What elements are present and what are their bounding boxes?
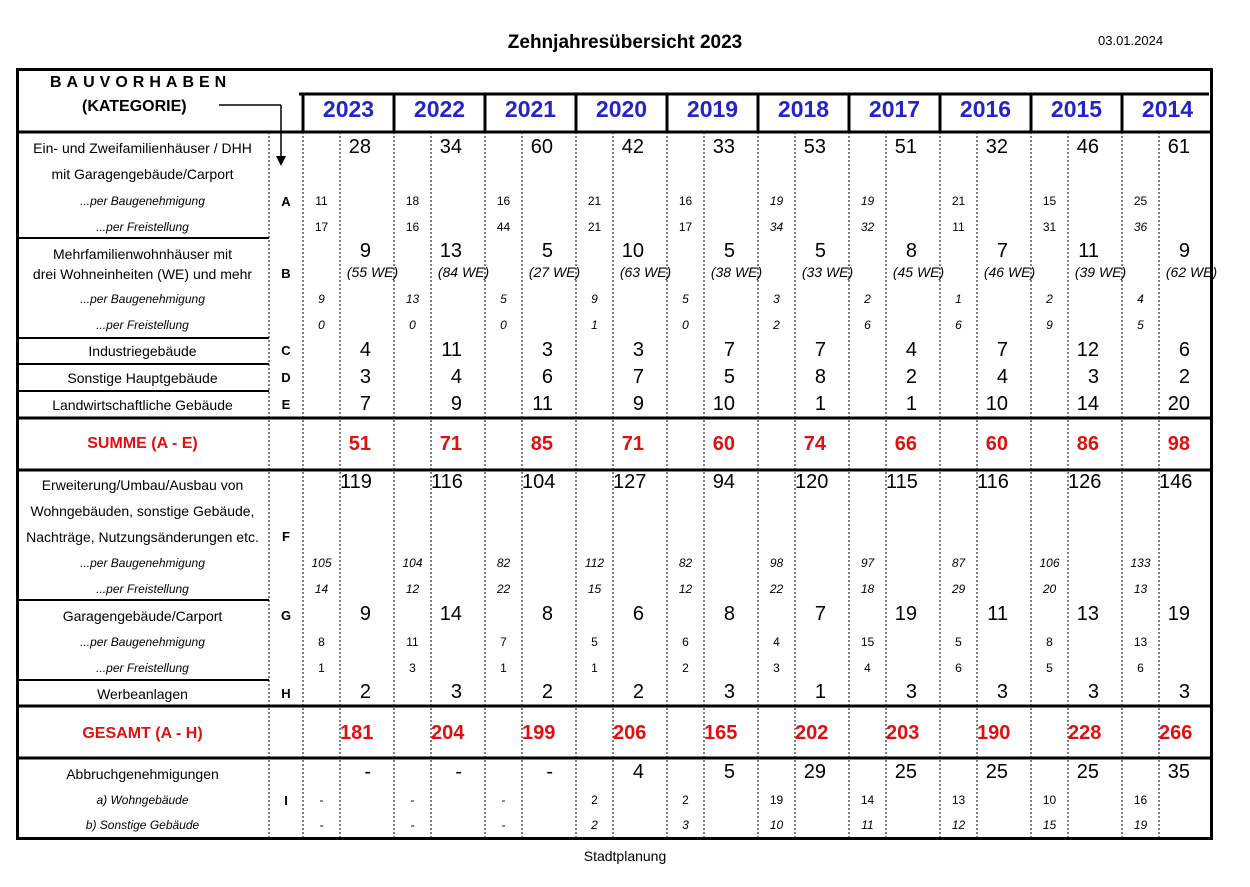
value-cell: 126 <box>1068 471 1102 493</box>
value-cell: - <box>546 761 553 783</box>
year-header: 2023 <box>322 96 375 122</box>
value-cell: 10 <box>621 240 644 262</box>
value-cell: 34 <box>439 136 462 158</box>
sum-value-cell: 199 <box>522 722 556 744</box>
sub-value-cell: 5 <box>591 635 598 649</box>
sum-value-cell: 204 <box>431 722 465 744</box>
value-cell: 25 <box>985 761 1008 783</box>
value-cell: 1 <box>814 393 826 415</box>
sub-value-cell: 3 <box>682 818 689 832</box>
we-count-cell: (84 WE) <box>437 264 490 280</box>
sub-value-cell: 2 <box>682 661 689 675</box>
value-cell: 116 <box>431 471 463 493</box>
sum-value-cell: 203 <box>886 722 920 744</box>
value-cell: 1 <box>905 393 917 415</box>
sum-value-cell: 60 <box>712 433 735 455</box>
sub-value-cell: 14 <box>860 793 875 807</box>
sub-value-cell: 11 <box>861 818 874 832</box>
row-label: ...per Freistellung <box>96 661 189 675</box>
sub-value-cell: 5 <box>955 635 962 649</box>
year-header: 2020 <box>595 96 648 122</box>
sum-value-cell: 202 <box>795 722 829 744</box>
sub-value-cell: 6 <box>682 635 689 649</box>
value-cell: 1 <box>814 681 826 703</box>
value-cell: 8 <box>905 240 917 262</box>
gesamt-label: GESAMT (A - H) <box>82 725 203 742</box>
sub-value-cell: 17 <box>678 220 693 234</box>
sub-value-cell: 104 <box>402 556 423 570</box>
sub-value-cell: 22 <box>496 582 511 596</box>
sub-value-cell: 29 <box>951 582 966 596</box>
sub-value-cell: - <box>410 818 415 832</box>
sub-value-cell: 18 <box>405 194 420 208</box>
sub-value-cell: 15 <box>1042 818 1057 832</box>
value-cell: 3 <box>1087 681 1099 703</box>
sub-value-cell: 9 <box>318 292 325 306</box>
sum-value-cell: 98 <box>1167 433 1190 455</box>
sum-value-cell: 74 <box>803 433 826 455</box>
sum-value-cell: 86 <box>1076 433 1099 455</box>
value-cell: 146 <box>1159 471 1193 493</box>
value-cell: 6 <box>632 603 644 625</box>
sub-value-cell: 19 <box>860 194 875 208</box>
value-cell: 3 <box>359 366 371 388</box>
sub-value-cell: 13 <box>405 292 420 306</box>
sum-value-cell: 85 <box>530 433 553 455</box>
category-code: H <box>281 686 291 701</box>
value-cell: 4 <box>632 761 644 783</box>
sub-value-cell: 13 <box>1133 635 1148 649</box>
sub-value-cell: - <box>501 818 506 832</box>
value-cell: 4 <box>996 366 1008 388</box>
sub-value-cell: 13 <box>951 793 966 807</box>
value-cell: 14 <box>439 603 462 625</box>
sub-value-cell: 2 <box>591 818 598 832</box>
value-cell: 115 <box>886 471 918 493</box>
sub-value-cell: 7 <box>500 635 507 649</box>
sub-value-cell: 9 <box>591 292 598 306</box>
sub-value-cell: - <box>319 818 324 832</box>
sub-value-cell: 31 <box>1042 220 1057 234</box>
value-cell: 9 <box>632 393 644 415</box>
value-cell: 7 <box>359 393 371 415</box>
sub-value-cell: 16 <box>678 194 693 208</box>
category-code: A <box>281 194 291 209</box>
value-cell: 3 <box>723 681 735 703</box>
value-cell: 6 <box>1178 339 1190 361</box>
value-cell: 5 <box>723 366 735 388</box>
sub-value-cell: 11 <box>315 194 328 208</box>
sub-value-cell: 16 <box>496 194 511 208</box>
value-cell: 61 <box>1167 136 1190 158</box>
sum-value-cell: 206 <box>613 722 647 744</box>
value-cell: 104 <box>522 471 556 493</box>
sub-value-cell: 14 <box>314 582 329 596</box>
sum-value-cell: 66 <box>894 433 917 455</box>
sub-value-cell: 20 <box>1042 582 1057 596</box>
sub-value-cell: 0 <box>682 318 689 332</box>
row-label: a) Wohngebäude <box>96 793 189 807</box>
value-cell: 11 <box>1078 240 1099 262</box>
value-cell: 28 <box>348 136 371 158</box>
row-label: Sonstige Hauptgebäude <box>67 370 218 386</box>
value-cell: 120 <box>795 471 829 493</box>
value-cell: 13 <box>439 240 462 262</box>
sub-value-cell: 4 <box>1137 292 1144 306</box>
page-title: Zehnjahresübersicht 2023 <box>507 32 743 53</box>
value-cell: 33 <box>712 136 735 158</box>
row-label: mit Garagengebäude/Carport <box>51 166 234 182</box>
sub-value-cell: 6 <box>955 661 962 675</box>
row-label: drei Wohneinheiten (WE) und mehr <box>32 266 253 282</box>
row-label: Ein- und Zweifamilienhäuser / DHH <box>33 140 252 156</box>
value-cell: 32 <box>985 136 1008 158</box>
value-cell: 5 <box>723 761 735 783</box>
sub-value-cell: 11 <box>952 220 965 234</box>
sub-value-cell: 13 <box>1133 582 1148 596</box>
category-code: F <box>282 529 290 544</box>
value-cell: 116 <box>977 471 1009 493</box>
year-header: 2015 <box>1050 96 1103 122</box>
value-cell: 9 <box>359 603 371 625</box>
we-count-cell: (33 WE) <box>801 264 854 280</box>
value-cell: 12 <box>1076 339 1099 361</box>
row-label: Mehrfamilienwohnhäuser mit <box>53 246 232 262</box>
value-cell: 9 <box>450 393 462 415</box>
sum-value-cell: 266 <box>1159 722 1193 744</box>
sub-value-cell: 1 <box>318 661 325 675</box>
row-label: Werbeanlagen <box>97 686 188 702</box>
value-cell: 5 <box>723 240 735 262</box>
sub-value-cell: 6 <box>955 318 962 332</box>
value-cell: 51 <box>894 136 917 158</box>
sub-value-cell: 97 <box>860 556 875 570</box>
value-cell: 7 <box>632 366 644 388</box>
sub-value-cell: 34 <box>769 220 784 234</box>
row-label: ...per Freistellung <box>96 318 189 332</box>
value-cell: 7 <box>723 339 735 361</box>
sub-value-cell: 5 <box>682 292 689 306</box>
sub-value-cell: 12 <box>951 818 966 832</box>
we-count-cell: (39 WE) <box>1074 264 1127 280</box>
sum-value-cell: 60 <box>985 433 1008 455</box>
value-cell: 35 <box>1167 761 1190 783</box>
value-cell: 3 <box>1178 681 1190 703</box>
sub-value-cell: 21 <box>587 220 602 234</box>
category-code: E <box>281 397 291 412</box>
sub-value-cell: 5 <box>1046 661 1053 675</box>
sub-value-cell: - <box>501 793 506 807</box>
footer-text: Stadtplanung <box>583 848 667 864</box>
year-header: 2014 <box>1141 96 1194 122</box>
value-cell: 4 <box>905 339 917 361</box>
sum-value-cell: 71 <box>621 433 644 455</box>
value-cell: 3 <box>1087 366 1099 388</box>
sub-value-cell: - <box>319 793 324 807</box>
sub-value-cell: 0 <box>409 318 416 332</box>
row-label: ...per Baugenehmigung <box>80 292 205 306</box>
sub-value-cell: 2 <box>1046 292 1053 306</box>
sub-value-cell: 0 <box>318 318 325 332</box>
value-cell: 53 <box>803 136 826 158</box>
value-cell: 25 <box>894 761 917 783</box>
overview-table <box>16 68 1218 840</box>
value-cell: 19 <box>894 603 917 625</box>
sub-value-cell: 1 <box>500 661 507 675</box>
row-label: Nachträge, Nutzungsänderungen etc. <box>26 529 259 545</box>
sub-value-cell: 19 <box>1133 818 1148 832</box>
sub-value-cell: 8 <box>318 635 325 649</box>
category-code: C <box>281 343 291 358</box>
value-cell: 6 <box>541 366 553 388</box>
value-cell: 7 <box>996 339 1008 361</box>
value-cell: - <box>364 761 371 783</box>
year-header: 2016 <box>959 96 1012 122</box>
value-cell: 11 <box>532 393 553 415</box>
row-label: Landwirtschaftliche Gebäude <box>52 397 233 413</box>
we-count-cell: (55 WE) <box>346 264 399 280</box>
sub-value-cell: 8 <box>1046 635 1053 649</box>
row-label: ...per Baugenehmigung <box>80 556 205 570</box>
sum-value-cell: 71 <box>439 433 462 455</box>
sub-value-cell: 4 <box>773 635 780 649</box>
value-cell: 46 <box>1076 136 1099 158</box>
value-cell: 25 <box>1076 761 1099 783</box>
sum-value-cell: 228 <box>1068 722 1102 744</box>
sub-value-cell: 12 <box>405 582 420 596</box>
row-label: ...per Freistellung <box>96 220 189 234</box>
value-cell: 7 <box>814 603 826 625</box>
value-cell: 94 <box>712 471 735 493</box>
value-cell: 119 <box>340 471 372 493</box>
value-cell: - <box>455 761 462 783</box>
sub-value-cell: 32 <box>860 220 875 234</box>
value-cell: 4 <box>359 339 371 361</box>
year-header: 2017 <box>868 96 921 122</box>
sub-value-cell: 3 <box>409 661 416 675</box>
sub-value-cell: 2 <box>591 793 598 807</box>
sub-value-cell: 9 <box>1046 318 1053 332</box>
sub-value-cell: 18 <box>860 582 875 596</box>
sum-value-cell: 181 <box>340 722 374 744</box>
value-cell: 8 <box>541 603 553 625</box>
sum-value-cell: 190 <box>977 722 1011 744</box>
sub-value-cell: 1 <box>955 292 962 306</box>
sub-value-cell: 10 <box>1042 793 1057 807</box>
sum-value-cell: 165 <box>704 722 738 744</box>
row-label: Garagengebäude/Carport <box>62 608 223 624</box>
value-cell: 11 <box>441 339 462 361</box>
value-cell: 2 <box>632 681 644 703</box>
sub-value-cell: 2 <box>773 318 780 332</box>
value-cell: 14 <box>1076 393 1099 415</box>
sub-value-cell: 5 <box>1137 318 1144 332</box>
sub-value-cell: 3 <box>773 292 780 306</box>
year-header: 2021 <box>504 96 557 122</box>
year-header: 2022 <box>413 96 466 122</box>
sub-value-cell: 105 <box>311 556 332 570</box>
we-count-cell: (45 WE) <box>892 264 945 280</box>
sub-value-cell: 87 <box>951 556 966 570</box>
sub-value-cell: 10 <box>769 818 784 832</box>
value-cell: 13 <box>1076 603 1099 625</box>
we-count-cell: (27 WE) <box>528 264 581 280</box>
value-cell: 4 <box>450 366 462 388</box>
category-code: I <box>284 793 288 808</box>
sub-value-cell: 25 <box>1133 194 1148 208</box>
sub-value-cell: 98 <box>769 556 784 570</box>
sub-value-cell: 82 <box>496 556 511 570</box>
sub-value-cell: 21 <box>951 194 966 208</box>
value-cell: 9 <box>359 240 371 262</box>
row-label: Abbruchgenehmigungen <box>66 766 219 782</box>
sub-value-cell: - <box>410 793 415 807</box>
sub-value-cell: 106 <box>1039 556 1060 570</box>
value-cell: 2 <box>541 681 553 703</box>
sub-value-cell: 2 <box>864 292 871 306</box>
value-cell: 10 <box>985 393 1008 415</box>
we-count-cell: (46 WE) <box>983 264 1036 280</box>
sub-value-cell: 112 <box>584 556 605 570</box>
sub-value-cell: 16 <box>1133 793 1148 807</box>
value-cell: 3 <box>450 681 462 703</box>
summe-label: SUMME (A - E) <box>87 435 198 452</box>
value-cell: 3 <box>541 339 553 361</box>
value-cell: 5 <box>814 240 826 262</box>
sub-value-cell: 12 <box>678 582 693 596</box>
sum-value-cell: 51 <box>348 433 371 455</box>
we-count-cell: (63 WE) <box>619 264 672 280</box>
we-count-cell: (38 WE) <box>710 264 763 280</box>
value-cell: 8 <box>723 603 735 625</box>
value-cell: 3 <box>996 681 1008 703</box>
sub-value-cell: 17 <box>314 220 329 234</box>
year-header: 2018 <box>777 96 830 122</box>
sub-value-cell: 0 <box>500 318 507 332</box>
value-cell: 42 <box>621 136 644 158</box>
value-cell: 7 <box>814 339 826 361</box>
value-cell: 2 <box>359 681 371 703</box>
sub-value-cell: 4 <box>864 661 871 675</box>
report-date: 03.01.2024 <box>1098 33 1164 48</box>
sub-value-cell: 133 <box>1130 556 1151 570</box>
sub-value-cell: 16 <box>405 220 420 234</box>
header-bauvorhaben: BAUVORHABEN <box>50 74 232 91</box>
sub-value-cell: 2 <box>682 793 689 807</box>
sub-value-cell: 11 <box>406 635 419 649</box>
sub-value-cell: 1 <box>591 318 598 332</box>
value-cell: 29 <box>803 761 826 783</box>
sub-value-cell: 6 <box>1137 661 1144 675</box>
sub-value-cell: 5 <box>500 292 507 306</box>
sub-value-cell: 15 <box>587 582 602 596</box>
sub-value-cell: 15 <box>1042 194 1057 208</box>
sub-value-cell: 3 <box>773 661 780 675</box>
value-cell: 19 <box>1167 603 1190 625</box>
category-code: D <box>281 370 291 385</box>
value-cell: 5 <box>541 240 553 262</box>
sub-value-cell: 36 <box>1133 220 1148 234</box>
row-label: ...per Baugenehmigung <box>80 635 205 649</box>
value-cell: 2 <box>905 366 917 388</box>
value-cell: 3 <box>632 339 644 361</box>
sub-value-cell: 21 <box>587 194 602 208</box>
sub-value-cell: 19 <box>769 194 784 208</box>
row-label: Industriegebäude <box>88 343 197 359</box>
sub-value-cell: 22 <box>769 582 784 596</box>
year-header: 2019 <box>686 96 739 122</box>
arrow-down-icon <box>276 156 286 166</box>
value-cell: 127 <box>613 471 647 493</box>
value-cell: 7 <box>996 240 1008 262</box>
value-cell: 9 <box>1178 240 1190 262</box>
category-code: B <box>281 266 291 281</box>
row-label: b) Sonstige Gebäude <box>85 818 200 832</box>
value-cell: 3 <box>905 681 917 703</box>
sub-value-cell: 6 <box>864 318 871 332</box>
sub-value-cell: 1 <box>591 661 598 675</box>
sub-value-cell: 44 <box>496 220 511 234</box>
sub-value-cell: 15 <box>860 635 875 649</box>
sub-value-cell: 19 <box>769 793 784 807</box>
category-code: G <box>280 608 292 623</box>
row-label: Wohngebäuden, sonstige Gebäude, <box>30 503 255 519</box>
row-label: ...per Freistellung <box>96 582 189 596</box>
value-cell: 11 <box>987 603 1008 625</box>
row-label: ...per Baugenehmigung <box>80 194 205 208</box>
value-cell: 8 <box>814 366 826 388</box>
value-cell: 20 <box>1167 393 1190 415</box>
header-kategorie: (KATEGORIE) <box>82 98 187 115</box>
row-label: Erweiterung/Umbau/Ausbau von <box>41 477 244 493</box>
sub-value-cell: 82 <box>678 556 693 570</box>
value-cell: 2 <box>1178 366 1190 388</box>
value-cell: 10 <box>712 393 735 415</box>
we-count-cell: (62 WE) <box>1165 264 1218 280</box>
value-cell: 60 <box>530 136 553 158</box>
